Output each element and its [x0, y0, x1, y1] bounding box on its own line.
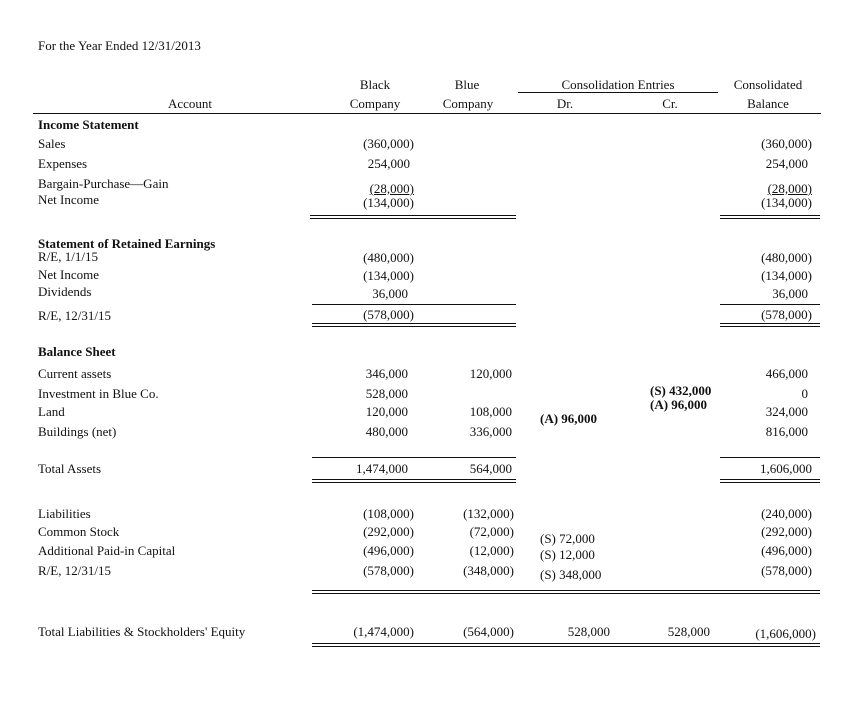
sales-consolidated: (360,000) [761, 136, 812, 151]
common-stock-label: Common Stock [38, 524, 120, 539]
re-double-rule-right [720, 323, 820, 327]
bargain-purchase-gain-consolidated: (28,000) [767, 181, 812, 196]
total-le-cr: 528,000 [667, 624, 710, 639]
re-bs-blue: (348,000) [463, 563, 514, 578]
sales-black: (360,000) [363, 136, 414, 151]
buildings-black: 480,000 [365, 424, 408, 439]
net-income-consolidated: (134,000) [761, 195, 812, 210]
col-cr-header: Cr. [662, 96, 678, 111]
income-double-rule-right [720, 215, 820, 219]
liabilities-blue: (132,000) [463, 506, 514, 521]
re-end-black: (578,000) [363, 307, 414, 322]
re-begin-consolidated: (480,000) [761, 250, 812, 265]
bargain-purchase-gain-black: (28,000) [369, 181, 414, 196]
total-assets-consolidated: 1,606,000 [760, 461, 812, 476]
re-bs-label: R/E, 12/31/15 [38, 563, 111, 578]
sales-label: Sales [38, 136, 66, 151]
net-income-black: (134,000) [363, 195, 414, 210]
common-stock-blue: (72,000) [469, 524, 514, 539]
total-le-double-rule [312, 643, 820, 647]
net-income-label: Net Income [38, 192, 100, 207]
liabilities-black: (108,000) [363, 506, 414, 521]
current-assets-label: Current assets [38, 366, 112, 381]
investment-cr-a: (A) 96,000 [650, 397, 708, 412]
investment-consolidated: 0 [801, 386, 808, 401]
total-assets-label: Total Assets [38, 461, 102, 476]
col-blue-header-1: Blue [454, 77, 480, 92]
re-bs-black: (578,000) [363, 563, 414, 578]
col-account-header: Account [167, 96, 213, 111]
income-statement-heading: Income Statement [38, 117, 139, 132]
header-rule [33, 113, 821, 114]
re-double-rule-left [312, 323, 516, 327]
re-begin-black: (480,000) [363, 250, 414, 265]
col-blue-header-2: Company [442, 96, 494, 111]
investment-black: 528,000 [365, 386, 408, 401]
retained-earnings-heading: Statement of Retained Earnings [38, 236, 216, 251]
buildings-label: Buildings (net) [38, 424, 117, 439]
col-dr-header: Dr. [556, 96, 574, 111]
apic-label: Additional Paid-in Capital [38, 543, 176, 558]
expenses-black: 254,000 [367, 156, 410, 171]
expenses-consolidated: 254,000 [765, 156, 808, 171]
apic-dr: (S) 12,000 [540, 547, 595, 562]
total-le-label: Total Liabilities & Stockholders' Equity [38, 624, 246, 639]
liabilities-consolidated: (240,000) [761, 506, 812, 521]
total-le-consolidated: (1,606,000) [755, 626, 816, 641]
assets-rule-right [720, 457, 820, 458]
period-title: For the Year Ended 12/31/2013 [38, 38, 201, 53]
expenses-label: Expenses [38, 156, 88, 171]
assets-double-rule-right [720, 479, 820, 483]
land-dr-a: (A) 96,000 [540, 411, 598, 426]
buildings-consolidated: 816,000 [765, 424, 808, 439]
dividends-label: Dividends [38, 284, 92, 299]
col-black-header-1: Black [359, 77, 391, 92]
total-assets-blue: 564,000 [469, 461, 512, 476]
re-subtotal-rule-left [312, 304, 516, 305]
total-le-black: (1,474,000) [353, 624, 414, 639]
land-black: 120,000 [365, 404, 408, 419]
land-label: Land [38, 404, 65, 419]
current-assets-consolidated: 466,000 [765, 366, 808, 381]
col-consolidated-header-1: Consolidated [733, 77, 803, 92]
apic-blue: (12,000) [469, 543, 514, 558]
current-assets-black: 346,000 [365, 366, 408, 381]
re-net-income-black: (134,000) [363, 268, 414, 283]
investment-label: Investment in Blue Co. [38, 386, 159, 401]
common-stock-consolidated: (292,000) [761, 524, 812, 539]
consolidation-entries-rule [518, 92, 718, 93]
common-stock-dr: (S) 72,000 [540, 531, 595, 546]
income-double-rule-left [310, 215, 516, 219]
total-assets-black: 1,474,000 [356, 461, 408, 476]
equity-double-rule [312, 590, 820, 594]
assets-double-rule-left [312, 479, 516, 483]
re-end-label: R/E, 12/31/15 [38, 308, 111, 323]
re-bs-dr: (S) 348,000 [540, 567, 602, 582]
bargain-purchase-gain-label: Bargain-Purchase—Gain [38, 176, 169, 191]
balance-sheet-heading: Balance Sheet [38, 344, 116, 359]
apic-consolidated: (496,000) [761, 543, 812, 558]
liabilities-label: Liabilities [38, 506, 91, 521]
re-subtotal-rule-right [720, 304, 820, 305]
dividends-consolidated: 36,000 [772, 286, 808, 301]
apic-black: (496,000) [363, 543, 414, 558]
re-bs-consolidated: (578,000) [761, 563, 812, 578]
re-net-income-consolidated: (134,000) [761, 268, 812, 283]
current-assets-blue: 120,000 [469, 366, 512, 381]
land-consolidated: 324,000 [765, 404, 808, 419]
common-stock-black: (292,000) [363, 524, 414, 539]
re-begin-label: R/E, 1/1/15 [38, 249, 98, 264]
total-le-dr: 528,000 [567, 624, 610, 639]
buildings-blue: 336,000 [469, 424, 512, 439]
investment-cr-s: (S) 432,000 [650, 383, 712, 398]
total-le-blue: (564,000) [463, 624, 514, 639]
col-consolidated-header-2: Balance [747, 96, 789, 111]
re-net-income-label: Net Income [38, 267, 100, 282]
col-black-header-2: Company [349, 96, 401, 111]
dividends-black: 36,000 [372, 286, 408, 301]
re-end-consolidated: (578,000) [761, 307, 812, 322]
assets-rule-left [312, 457, 516, 458]
col-consolidation-entries-header: Consolidation Entries [561, 77, 675, 92]
land-blue: 108,000 [469, 404, 512, 419]
